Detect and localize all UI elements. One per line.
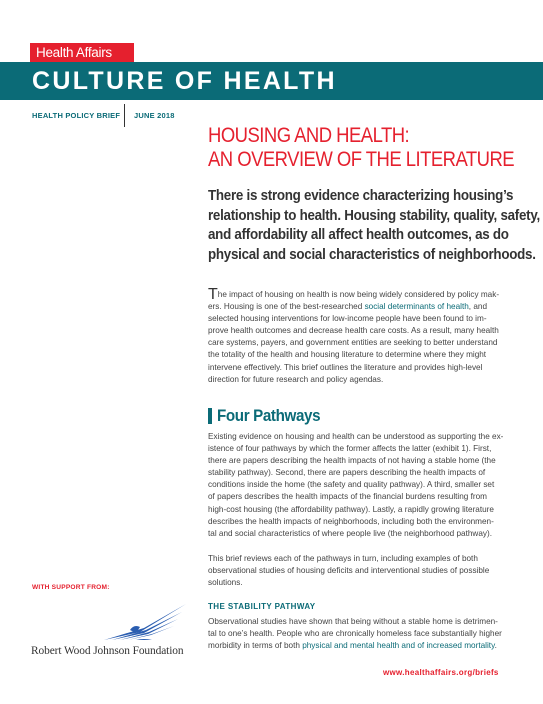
title-line-1: HOUSING AND HEALTH: xyxy=(208,124,410,147)
lede xyxy=(208,186,540,264)
intro-line: care systems, payers, and government entities are seeking to better understand xyxy=(208,338,498,348)
intro-paragraph xyxy=(208,286,513,386)
lede-line: relationship to health. Housing stability, quality, safety, xyxy=(208,206,540,224)
paragraph-line: of papers describes the health impacts of the financial burdens resulting from xyxy=(208,492,487,502)
paragraph-line: stability pathway). Second, there are papers describing the health impacts of xyxy=(208,468,486,478)
paragraph-line: solutions. xyxy=(208,578,243,588)
lede-line: physical and social characteristics of neighborhoods. xyxy=(208,245,536,263)
paragraph-line: This brief reviews each of the pathways in turn, including examples of both xyxy=(208,554,478,563)
intro-text: he impact of housing on health is now being widely considered by policy mak- xyxy=(217,290,500,299)
title-line-2: AN OVERVIEW OF THE LITERATURE xyxy=(208,148,515,171)
footer-url[interactable]: www.healthaffairs.org/briefs xyxy=(383,668,499,677)
paragraph-line: Observational studies have shown that being without a stable home is detrimen- xyxy=(208,617,498,626)
paragraph-line xyxy=(208,640,513,652)
meta-date: JUNE 2018 xyxy=(134,111,175,120)
intro-line xyxy=(208,301,513,313)
section-title: Four Pathways xyxy=(217,406,321,425)
lede-line: and affordability all affect health outcomes, as do xyxy=(208,226,509,244)
paragraph-line: tal and social characteristics of where people live (the neighborhood pathway). xyxy=(208,528,492,538)
paragraph-line: tal to one’s health. People who are chronically homeless face substantially higher xyxy=(208,629,502,639)
intro-line: selected housing interventions for low-income people have been found to im- xyxy=(208,314,487,324)
paragraph-line: conditions inside the home (the safety and quality pathway). A third, smaller set xyxy=(208,480,495,490)
support-label: WITH SUPPORT FROM: xyxy=(32,584,110,591)
paragraph-line: Existing evidence on housing and health can be understood as supporting the ex- xyxy=(208,432,504,441)
pathways-paragraph xyxy=(208,431,513,540)
stability-subheading: THE STABILITY PATHWAY xyxy=(208,602,316,611)
paragraph-line: istence of four pathways by which the former affects the latter (exhibit 1). First, xyxy=(208,444,492,454)
rwjf-eagle-icon xyxy=(100,602,190,644)
stability-paragraph xyxy=(208,616,513,652)
intro-line: the totality of the health and housing literature to determine where they might xyxy=(208,350,487,360)
sdoh-link[interactable]: social determinants of health xyxy=(364,302,469,312)
paragraph-line: observational studies of housing deficits and interventional studies of possible xyxy=(208,566,490,576)
health-affairs-logo: Health Affairs xyxy=(30,43,134,62)
meta-series: HEALTH POLICY BRIEF xyxy=(32,111,121,120)
morbidity-link[interactable]: physical and mental health and of increased mortality xyxy=(302,641,495,651)
review-paragraph xyxy=(208,553,513,589)
paragraph-line: high-cost housing (the affordability pathway). Lastly, a rapidly growing literature xyxy=(208,504,494,514)
paragraph-line: describes the health impacts of neighborhoods, including both the environmen- xyxy=(208,516,494,526)
intro-line: intervene effectively. This brief outlines the literature and provides high-level xyxy=(208,362,483,372)
section-bar xyxy=(208,408,212,424)
paragraph-text: . xyxy=(494,641,497,651)
intro-line xyxy=(208,286,513,303)
banner-title: CULTURE OF HEALTH xyxy=(32,67,337,95)
rwjf-name: Robert Wood Johnson Foundation xyxy=(31,645,184,657)
drop-cap: T xyxy=(208,286,218,303)
paragraph-line: there are papers describing the health impacts of not having a stable home (the xyxy=(208,456,496,466)
meta-divider xyxy=(124,104,125,127)
banner xyxy=(0,62,543,100)
intro-line: direction for future research and policy agendas. xyxy=(208,374,384,384)
section-heading xyxy=(208,407,329,425)
intro-text: , and xyxy=(468,302,488,312)
document-title xyxy=(208,124,514,172)
intro-text: ers. Housing is one of the best-researched xyxy=(208,302,365,312)
paragraph-text: morbidity in terms of both xyxy=(208,641,303,651)
lede-line: There is strong evidence characterizing housing’s xyxy=(208,187,514,204)
intro-line: prove health outcomes and decrease health care costs. As a result, many health xyxy=(208,326,499,336)
